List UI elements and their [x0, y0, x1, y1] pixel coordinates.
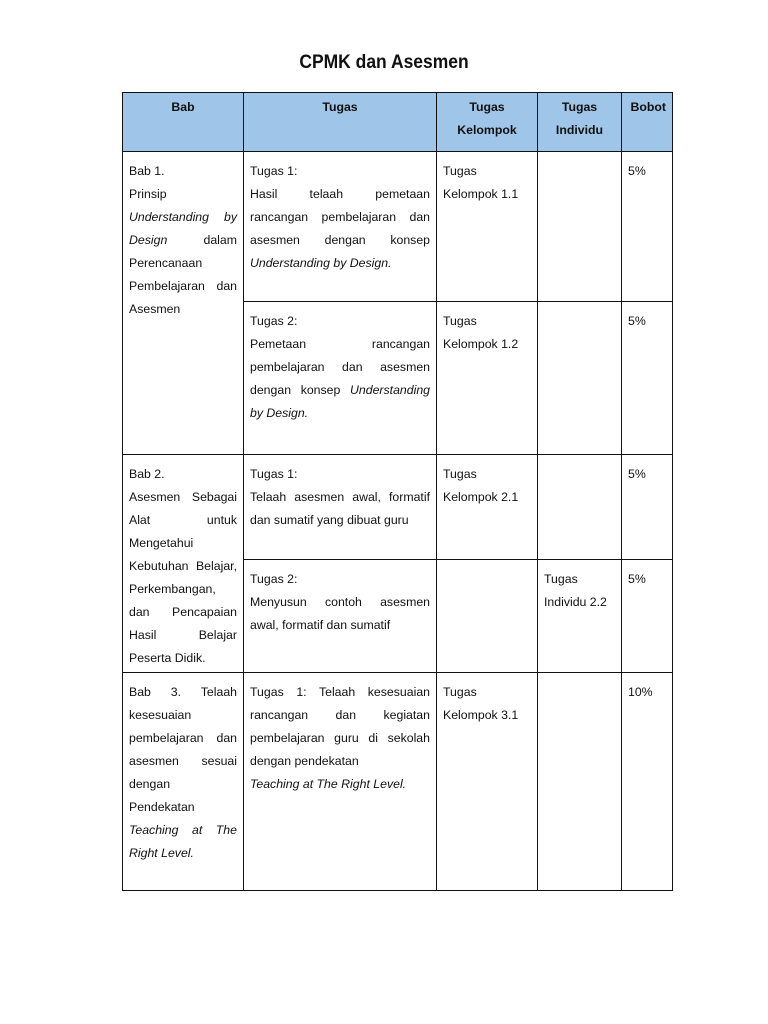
bobot-cell: 5%	[622, 302, 673, 455]
bab-cell-1: Bab 1. Prinsip Understanding by Design dalam Perencanaan Pembelajaran dan Asesmen	[123, 152, 244, 455]
kelompok-cell: Tugas Kelompok 1.1	[437, 152, 538, 302]
table-row	[123, 152, 673, 302]
bobot-cell: 5%	[622, 560, 673, 673]
header-bobot: Bobot	[622, 93, 673, 152]
tugas-cell: Tugas 2: Pemetaan rancangan pembelajaran dan asesmen dengan konsep Understanding by Design.	[244, 302, 437, 455]
table-row	[123, 455, 673, 560]
kelompok-cell: Tugas Kelompok 1.2	[437, 302, 538, 455]
header-tugas-individu: Tugas Individu	[538, 93, 622, 152]
tugas-cell: Tugas 1: Telaah kesesuaian rancangan dan kegiatan pembelajaran guru di sekolah dengan pendekatan Teaching at The Right Level.	[244, 673, 437, 891]
bab-cell-2: Bab 2. Asesmen Sebagai Alat untuk Mengetahui Kebutuhan Belajar, Perkembangan, dan Pencapaian Hasil Belajar Peserta Didik.	[123, 455, 244, 673]
individu-cell	[538, 673, 622, 891]
kelompok-cell	[437, 560, 538, 673]
bobot-cell: 10%	[622, 673, 673, 891]
bobot-cell: 5%	[622, 455, 673, 560]
table-row	[123, 673, 673, 891]
tugas-cell: Tugas 1: Telaah asesmen awal, formatif dan sumatif yang dibuat guru	[244, 455, 437, 560]
tugas-cell: Tugas 1: Hasil telaah pemetaan rancangan pembelajaran dan asesmen dengan konsep Understanding by Design.	[244, 152, 437, 302]
kelompok-cell: Tugas Kelompok 3.1	[437, 673, 538, 891]
kelompok-cell: Tugas Kelompok 2.1	[437, 455, 538, 560]
individu-cell	[538, 455, 622, 560]
tugas-cell: Tugas 2: Menyusun contoh asesmen awal, formatif dan sumatif	[244, 560, 437, 673]
table-header-row	[123, 93, 673, 152]
header-tugas: Tugas	[244, 93, 437, 152]
header-bab: Bab	[123, 93, 244, 152]
header-tugas-kelompok: Tugas Kelompok	[437, 93, 538, 152]
assessment-table	[122, 92, 673, 891]
bab-cell-3: Bab 3. Telaah kesesuaian pembelajaran dan asesmen sesuai dengan Pendekatan Teaching at The Right Level.	[123, 673, 244, 891]
individu-cell: Tugas Individu 2.2	[538, 560, 622, 673]
individu-cell	[538, 302, 622, 455]
individu-cell	[538, 152, 622, 302]
bobot-cell: 5%	[622, 152, 673, 302]
page-title: CPMK dan Asesmen	[299, 52, 469, 73]
